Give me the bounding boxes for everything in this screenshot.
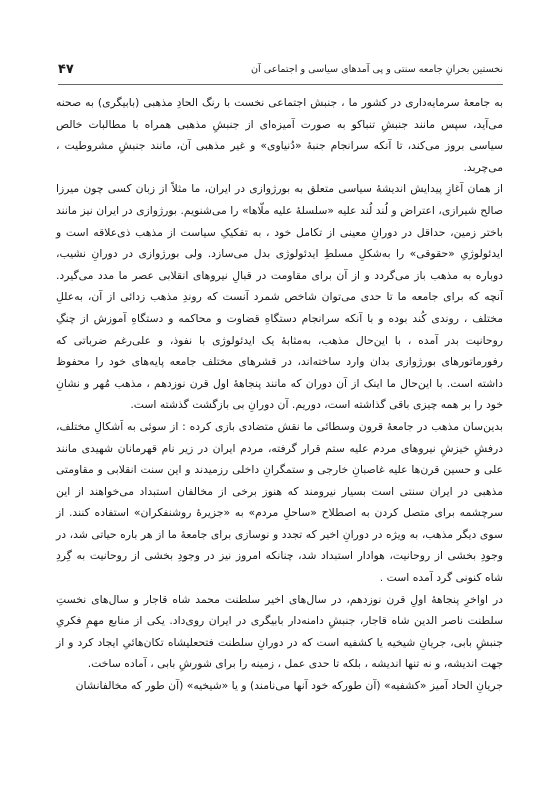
paragraph: بدین‌سان مذهب در جامعهٔ قرون وسطائی ما نقش متضادی بازی کرده : از سوئی به اَشکالِ مختلف، درفشِ خیزشِ نیروهای مردم علیه ستم قرار گرفته، مردم ایران در زیر نام قهرمانان شهیدی مانند علی و حسین قرن‌ها علیه غاصبانِ خارجی و ستمگرانِ داخلی رزمیدند و این سنت انقلابی و مقاومتی مذهبی در ایران سنتی است بسیار نیرومند که هنوز برخی از مخالفان استبداد می‌خواهند از این سرچشمه برای متصل کردن به اصطلاح «ساحلِ مردم» به «جزیرهٔ روشنفکران» استفاده کنند. از سوی دیگر مذهب، به ویژه در دورانِ اخیر که تجدد و نوسازی برای جامعهٔ ما از هر باره حیاتی شد، در وجودِ بخشی از روحانیت، هوادار استبداد شد، چنانکه امروز نیز در وجودِ بخشی از روحانیت به گِردِ شاه کنونی گرد آمده است . xyxy=(56,419,503,585)
body-text xyxy=(56,92,503,697)
paragraph: به جامعهٔ سرمایه‌داری در کشور ما ، جنبش اجتماعی نخست با رنگ الحادِ مذهبی (بابیگری) به صحنه می‌آید، سپس مانند جنبشِ تنباکو به صورت آمیزه‌ای از جنبشِ مذهبی همراه با مطالبات خالص سیاسی بروز می‌کند، تا آنکه سرانجام جنبهٔ «دُنیاوی» و غیر مذهبی آن، مانند جنبشِ مشروطیت ، می‌چربد. xyxy=(56,96,503,174)
page-header xyxy=(58,62,503,85)
page-number: ۴۷ xyxy=(58,62,74,77)
running-title: نخستین بحرانِ جامعه سنتی و پی آمدهای سیاسی و اجتماعی آن xyxy=(250,64,503,75)
paragraph: از همان آغازِ پیدایش اندیشهٔ سیاسی متعلق به بورژوازی در ایران، ما مثلاً از زبان کسی چون میرزا صالح شیرازی، اعتراض و لُند لُند علیه «سلسلهٔ علیه ملّاها» را می‌شنویم. بورژوازی در ایران نیز مانند باختر زمین، حداقل در دورانِ معینی از تکامل خود ، به تفکیکِ سیاست از مذهب ذی‌علاقه است و ایدئولوژیِ «حقوقی» را به‌شکلِ مسلطِ ایدئولوژی بدل می‌سازد. ولی بورژوازی در دورانِ نشیب، دوباره به مذهب باز می‌گردد و از آن برای مقاومت در قبالِ نیروهای انقلابی عصر ما مدد می‌گیرد. آنچه که برای جامعه ما تا حدی می‌توان شاخص شمرد آنست که روندِ مذهب زدائی از آن، به‌عللِ مختلف ، روندی کُند بوده و با آنکه سرانجام دستگاهِ قضاوت و محاکمه و دستگاهِ آموزش از چنگِ روحانیت بدر آمده ، با این‌حال مذهب، به‌مثابهٔ یک ایدئولوژی با نفوذ، و علی‌رغم ضرباتی که رفورماتورهای بورژوازی بدان وارد ساخته‌اند، در قشرهای مختلف جامعه پایه‌های خود را محفوظ داشته است. با این‌حال ما اینک از آن دوران که مانند پنجاههٔ اول قرن نوزدهم ، مذهب مُهر و نشانِ خود را بر همه چیزی باقی گذاشته است، دوریم. آن دورانِ بی بازگشت گذشته است. xyxy=(56,182,503,412)
paragraph: در اواخرِ پنجاههٔ اولِ قرن نوزدهم، در سال‌های اخیر سلطنت محمد شاه قاجار و سال‌های نخستِ سلطنت ناصر الدین شاه قاجار، جنبشِ دامنه‌دار بابیگری در ایران روی‌داد. یکی از منابع مهمِ فکریِ جنبشِ بابی، جریانِ شیخیه یا کشفیه است که در دورانِ سلطنت فتحعلیشاه تکان‌هائیِ ایجاد کرد و از جهت اندیشه، و نه تنها اندیشه ، بلکه تا حدی عمل ، زمینه را برای شورشِ بابی ، آماده ساخت. xyxy=(56,592,503,671)
paragraph: جریانِ الحاد آمیز «کشفیه» (آن طورکه خود آنها می‌نامند) و یا «شیخیه» (آن طور که مخالفانشان xyxy=(75,679,503,693)
